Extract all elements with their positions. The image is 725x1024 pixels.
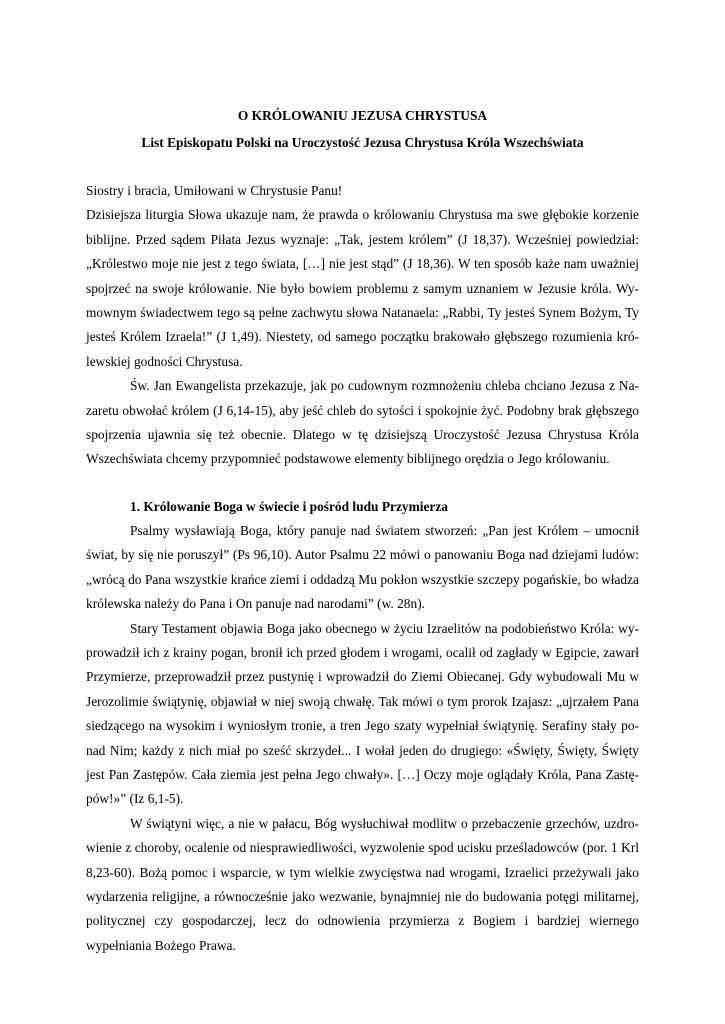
section-paragraph-1: Psalmy wysławiają Boga, który panuje nad światem stworzeń: „Pan jest Królem – umocnił świat, by się nie poruszył” (Ps 96,10). Autor Psalmu 22 mówi o panowaniu Boga nad dziejami ludów: „wrócą do Pana wszystkie krańce ziemi i oddadzą Mu pokłon wszystkie szczepy pogańskie, bo władza królewska należy do Pana i On panuje nad narodami” (w. 28n). <box>86 522 639 612</box>
section-paragraph-2: Stary Testament objawia Boga jako obecnego w życiu Izraelitów na podobieństwo Króla: wyprowadził ich z krainy pogan, bronił ich przed głodem i wrogami, ocalił od zagłady w Egipcie, zawarł Przymierze, przeprowadził przez pustynię i wprowadził do Ziemi Obiecanej. Gdy wybudowali Mu w Jerozolimie świątynię, objawiał w niej swoją chwałę. Tak mówi o tym prorok Izajasz: „ujrzałem Pana siedzącego na wysokim i wyniosłym tronie, a tren Jego szaty wypełniał świątynię. Serafiny stały ponad Nim; każdy z nich miał po sześć skrzydeł... I wołał jeden do drugiego: «Święty, Święty, Święty jest Pan Zastępów. Cała ziemia jest pełna Jego chwały». […] Oczy moje oglądały Króla, Pana Zastępów!»” (Iz 6,1-5). <box>86 620 639 807</box>
intro-paragraph-1: Dzisiejsza liturgia Słowa ukazuje nam, że prawda o królowaniu Chrystusa ma swe głębokie korzenie biblijne. Przed sądem Piłata Jezus wyznaje: „Tak, jestem królem” (J 18,37). Wcześniej powiedział: „Królestwo moje nie jest z tego świata, […] nie jest stąd” (J 18,36). W ten sposób każe nam uważniej spojrzeć na swoje królowanie. Nie było bowiem problemu z samym uznaniem w Jezusie króla. Wymownym świadectwem tego są pełne zachwytu słowa Natanaela: „Rabbi, Ty jesteś Synem Bożym, Ty jesteś Królem Izraela!” (J 1,49). Niestety, od samego początku brakowało głębszego rozumienia królewskiej godności Chrystusa. <box>86 207 639 369</box>
document-page <box>86 106 639 958</box>
section-heading: 1. Królowanie Boga w świecie i pośród ludu Przymierza <box>130 498 448 514</box>
intro-paragraph-2: Św. Jan Ewangelista przekazuje, jak po cudownym rozmnożeniu chleba chciano Jezusa z Nazaretu obwołać królem (J 6,14-15), aby jeść chleb do sytości i spokojnie żyć. Podobny brak głębszego spojrzenia ujawnia się też obecnie. Dlatego w tę dzisiejszą Uroczystość Jezusa Chrystusa Króla Wszechświata chcemy przypomnieć podstawowe elementy biblijnego orędzia o Jego królowaniu. <box>86 378 639 467</box>
document-subtitle: List Episkopatu Polski na Uroczystość Jezusa Chrystusa Króla Wszechświata <box>141 135 584 150</box>
section-paragraph-3: W świątyni więc, a nie w pałacu, Bóg wysłuchiwał modlitw o przebaczenie grzechów, uzdrowienie z choroby, ocalenie od niesprawiedliwości, wyzwolenie spod ucisku prześladowców (por. 1 Krl 8,23-60). Bożą pomoc i wsparcie, w tym wielkie zwycięstwa nad wrogami, Izraelici przeżywali jako wydarzenia religijne, a równocześnie jako wezwanie, bynajmniej nie do budowania potęgi militarnej, politycznej czy gospodarczej, lecz do odnowienia przymierza z Bogiem i bardziej wiernego wypełniania Bożego Prawa. <box>86 815 639 953</box>
greeting-line: Siostry i bracia, Umiłowani w Chrystusie Panu! <box>86 183 343 198</box>
document-title: O KRÓLOWANIU JEZUSA CHRYSTUSA <box>237 108 488 123</box>
